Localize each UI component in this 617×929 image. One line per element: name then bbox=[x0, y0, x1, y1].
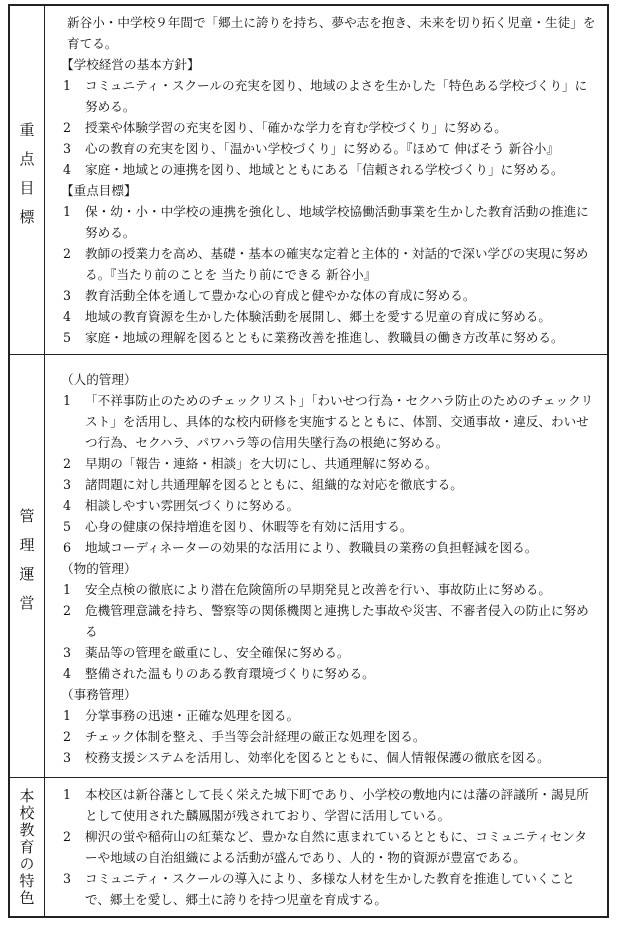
list-item: 3 薬品等の管理を厳重にし、安全確保に努める。 bbox=[63, 645, 350, 660]
section-school-features bbox=[10, 778, 607, 916]
list-item: 2 危機管理意識を持ち、警察等の関係機関と連携した事故や災害、不審者侵入の防止に努める bbox=[63, 603, 589, 639]
group-title: （人的管理） bbox=[61, 372, 137, 387]
list-item: 1 本校区は新谷藩として長く栄えた城下町であり、小学校の敷地内には藩の評議所・謁見所として使用された麟鳳閣が残されており、学習に活用している。 bbox=[63, 787, 589, 823]
list-item: 4 地域の教育資源を生かした体験活動を展開し、郷土を愛する児童の育成に努める。 bbox=[63, 309, 551, 324]
list-item: 1 「不祥事防止のためのチェックリスト」「わいせつ行為・セクハラ防止のためのチェックリスト」を活用し、具体的な校内研修を実施するとともに、体罰、交通事故・違反、わいせつ行為、セクハラ、パワハラ等の信用失墜行為の根絶に努める。 bbox=[63, 393, 594, 450]
list-item: 3 諸問題に対し共通理解を図るとともに、組織的な対応を徹底する。 bbox=[63, 477, 463, 492]
list-item: 1 分掌事務の迅速・正確な処理を図る。 bbox=[63, 708, 300, 723]
section-heading: 管理運営 bbox=[17, 508, 36, 624]
section-heading: 重点目標 bbox=[17, 122, 36, 238]
section-heading-cell bbox=[10, 778, 45, 916]
list-item: 2 柳沢の蛍や稲荷山の紅葉など、豊かな自然に恵まれているとともに、コミュニティセンターや地域の自治組織による活動が盛んであり、人的・物的資源が豊富である。 bbox=[63, 829, 587, 865]
policy-table bbox=[8, 4, 609, 918]
section-heading-cell bbox=[10, 355, 45, 777]
section-focus-goals bbox=[10, 6, 607, 355]
list-item: 2 チェック体制を整え、手当等会計経理の厳正な処理を図る。 bbox=[63, 729, 426, 744]
list-item: 3 心の教育の充実を図り、「温かい学校づくり」に努める。『ほめて 伸ばそう 新谷小』 bbox=[63, 141, 559, 156]
group-title: 【学校経営の基本方針】 bbox=[61, 57, 200, 72]
list-item: 3 教育活動全体を通して豊かな心の育成と健やかな体の育成に努める。 bbox=[63, 288, 476, 303]
list-item: 1 コミュニティ・スクールの充実を図り、地域のよさを生かした「特色ある学校づくり」に努める。 bbox=[63, 78, 588, 114]
list-item: 5 心身の健康の保持増進を図り、休暇等を有効に活用する。 bbox=[63, 519, 413, 534]
list-item: 2 教師の授業力を高め、基礎・基本の確実な定着と主体的・対話的で深い学びの実現に努める。『当たり前のことを 当たり前にできる 新谷小』 bbox=[63, 246, 589, 282]
section-body bbox=[45, 6, 607, 354]
section-heading: 本校教育の特色 bbox=[17, 787, 36, 907]
group-title: （事務管理） bbox=[61, 687, 137, 702]
section-body bbox=[45, 778, 607, 916]
list-item: 2 授業や体験学習の充実を図り、「確かな学力を育む学校づくり」に努める。 bbox=[63, 120, 507, 135]
list-item: 4 家庭・地域との連携を図り、地域とともにある「信頼される学校づくり」に努める。 bbox=[63, 162, 564, 177]
list-item: 1 保・幼・小・中学校の連携を強化し、地域学校協働活動事業を生かした教育活動の推進に努める。 bbox=[63, 204, 589, 240]
section-heading-cell bbox=[10, 6, 45, 354]
list-item: 3 コミュニティ・スクールの導入により、多様な人材を生かした教育を推進していくことで、郷土を愛し、郷土に誇りを持つ児童を育成する。 bbox=[63, 871, 575, 907]
list-item: 6 地域コーディネーターの効果的な活用により、教職員の業務の負担軽減を図る。 bbox=[63, 540, 538, 555]
group-title: 【重点目標】 bbox=[61, 183, 137, 198]
list-item: 4 整備された温もりのある教育環境づくりに努める。 bbox=[63, 666, 375, 681]
section-body bbox=[45, 355, 607, 777]
section-management bbox=[10, 355, 607, 778]
list-item: 4 相談しやすい雰囲気づくりに努める。 bbox=[63, 498, 300, 513]
list-item: 2 早期の「報告・連絡・相談」を大切にし、共通理解に努める。 bbox=[63, 456, 438, 471]
group-title: （物的管理） bbox=[61, 561, 137, 576]
list-item: 5 家庭・地域の理解を図るとともに業務改善を推進し、教職員の働き方改革に努める。 bbox=[63, 330, 564, 345]
list-item: 3 校務支援システムを活用し、効率化を図るとともに、個人情報保護の徹底を図る。 bbox=[63, 750, 550, 765]
intro-text: 新谷小・中学校９年間で「郷土に誇りを持ち、夢や志を抱き、未来を切り拓く児童・生徒」を育てる。 bbox=[67, 15, 596, 51]
list-item: 1 安全点検の徹底により潜在危険箇所の早期発見と改善を行い、事故防止に努める。 bbox=[63, 582, 551, 597]
